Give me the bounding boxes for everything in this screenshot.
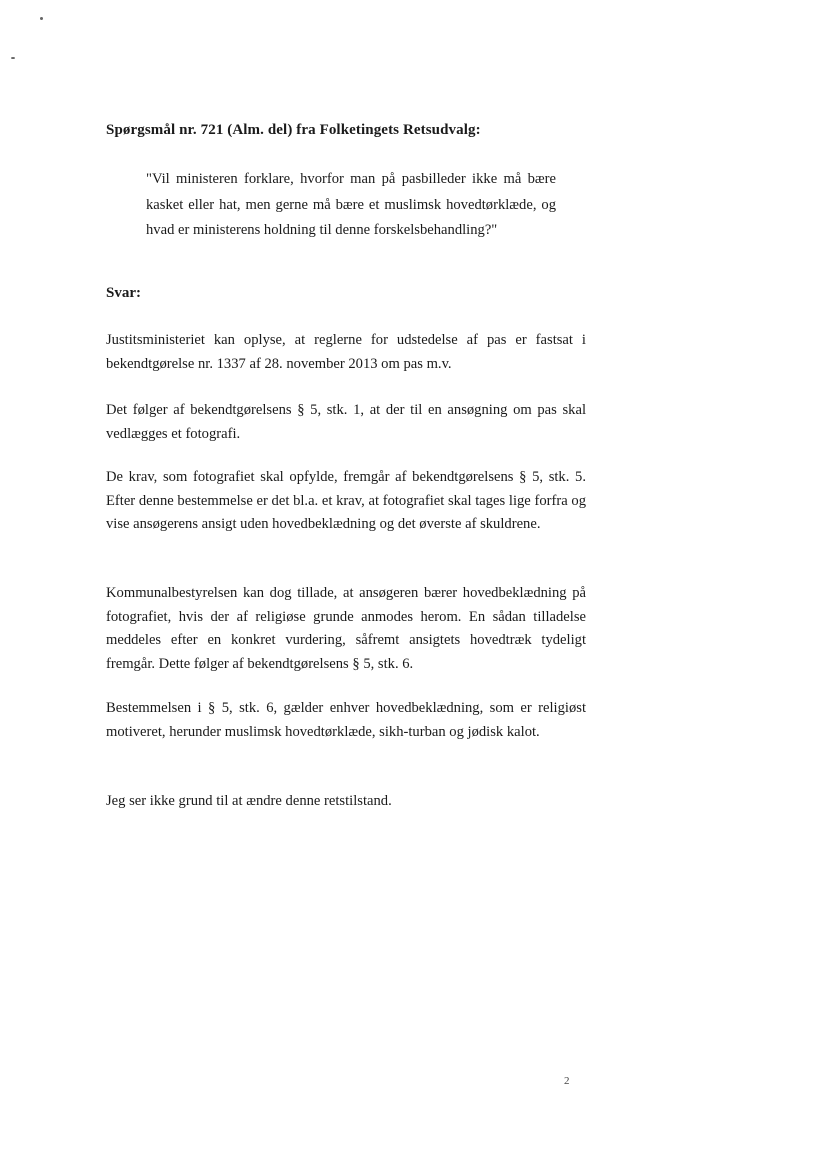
- answer-paragraph: Kommunalbestyrelsen kan dog tillade, at ansøgeren bærer hovedbeklædning på fotografiet, hvis der af religiøse grunde anmodes herom. En sådan tilladelse meddeles efter en konkret vurdering, såfremt ansigtets hovedtræk tydeligt fremgår. Dette følger af bekendtgørelsens § 5, stk. 6.: [106, 585, 586, 672]
- answer-paragraph: De krav, som fotografiet skal opfylde, fremgår af bekendtgørelsens § 5, stk. 5. Efter denne bestemmelse er det bl.a. et krav, at fotografiet skal tages lige forfra og vise ansøgerens ansigt uden hovedbeklædning og det øverste af skuldrene.: [106, 469, 586, 532]
- scan-speck: [11, 57, 15, 59]
- page-number: 2: [564, 1075, 570, 1087]
- question-text: "Vil ministeren forklare, hvorfor man på pasbilleder ikke må bære kasket eller hat, men gerne må bære et muslimsk hovedtørklæde, og hvad er ministerens holdning til denne forskelsbehandling?": [146, 171, 556, 238]
- answer-paragraph: Jeg ser ikke grund til at ændre denne retstilstand.: [106, 793, 392, 809]
- question-heading: Spørgsmål nr. 721 (Alm. del) fra Folketingets Retsudvalg:: [106, 122, 481, 138]
- scan-speck: [40, 17, 43, 20]
- answer-paragraph: Det følger af bekendtgørelsens § 5, stk. 1, at der til en ansøgning om pas skal vedlægges et fotografi.: [106, 402, 586, 442]
- answer-label: Svar:: [106, 285, 141, 301]
- answer-paragraph: Bestemmelsen i § 5, stk. 6, gælder enhver hovedbeklædning, som er religiøst motiveret, herunder muslimsk hovedtørklæde, sikh-turban og jødisk kalot.: [106, 700, 586, 740]
- answer-paragraph: Justitsministeriet kan oplyse, at reglerne for udstedelse af pas er fastsat i bekendtgørelse nr. 1337 af 28. november 2013 om pas m.v.: [106, 332, 586, 372]
